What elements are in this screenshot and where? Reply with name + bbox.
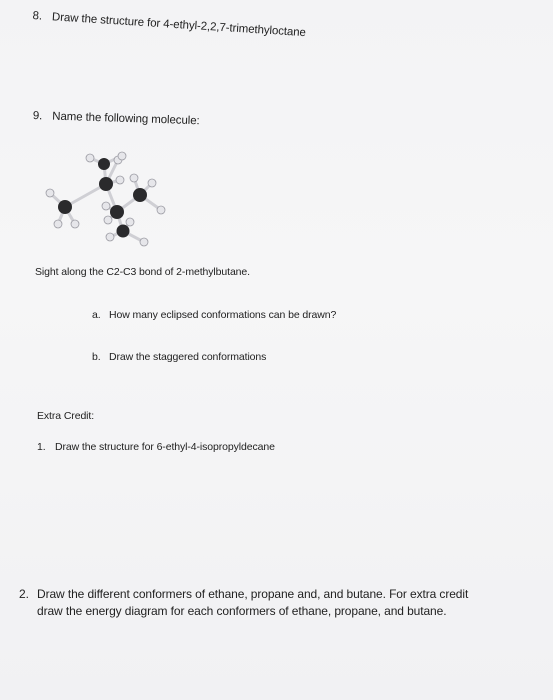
extra-credit-2-line-1: Draw the different conformers of ethane, propane and, and butane. For extra credit: [37, 587, 469, 601]
question-a: [92, 309, 336, 321]
question-8-number: 8.: [32, 10, 43, 23]
question-b-letter: b.: [92, 351, 101, 363]
question-9: [33, 110, 200, 127]
extra-credit-question-1: [37, 441, 275, 453]
question-8: [32, 10, 306, 39]
question-8-text: Draw the structure for 4-ethyl-2,2,7-trimethyloctane: [51, 11, 307, 40]
extra-credit-1-number: 1.: [37, 441, 46, 453]
question-b: [92, 351, 266, 363]
extra-credit-question-2: [19, 586, 539, 620]
molecule-model-image: [40, 150, 170, 250]
question-b-text: Draw the staggered conformations: [109, 351, 267, 363]
extra-credit-heading: Extra Credit:: [37, 410, 95, 422]
question-9-text: Name the following molecule:: [52, 110, 200, 128]
question-a-letter: a.: [92, 309, 101, 321]
extra-credit-2-line-2: draw the energy diagram for each conformers of ethane, propane, and butane.: [37, 604, 447, 618]
sight-along-instruction: Sight along the C2-C3 bond of 2-methylbutane.: [35, 266, 250, 278]
extra-credit-2-number: 2.: [19, 587, 29, 601]
question-9-number: 9.: [32, 110, 43, 123]
question-a-text: How many eclipsed conformations can be drawn?: [109, 309, 337, 321]
extra-credit-1-text: Draw the structure for 6-ethyl-4-isopropyldecane: [55, 441, 275, 453]
